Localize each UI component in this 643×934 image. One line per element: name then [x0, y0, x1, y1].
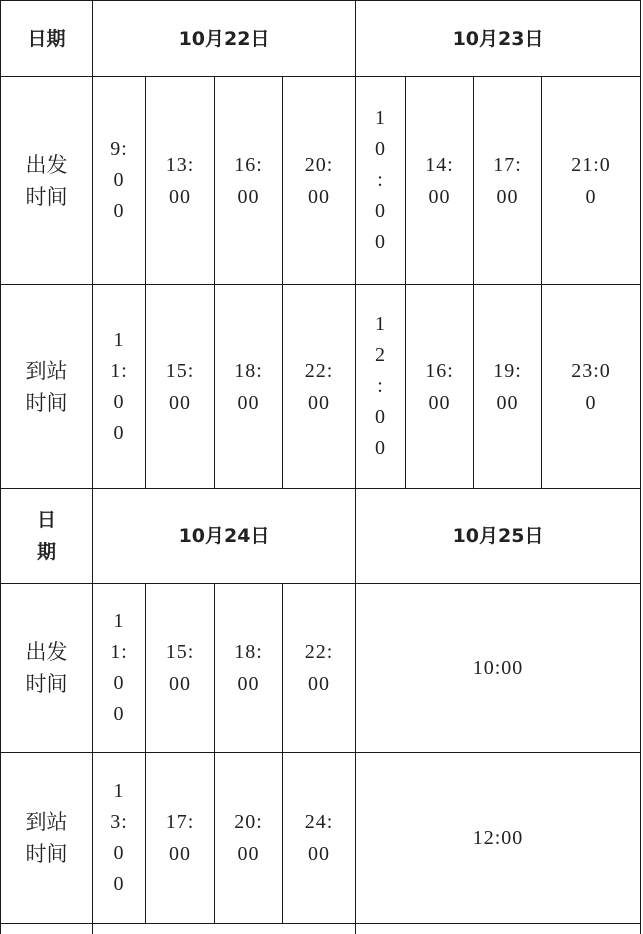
arrive-time: 24: 00: [283, 753, 356, 924]
table-continuation-row: [1, 924, 641, 934]
arrive-time: 20: 00: [215, 753, 283, 924]
arrive-time: 1 2 : 0 0: [356, 285, 406, 489]
cut-cell: [356, 924, 641, 934]
arrive-row-2: [1, 753, 641, 924]
depart-time: 1 1: 0 0: [93, 584, 146, 753]
arrive-time: 18: 00: [215, 285, 283, 489]
arrive-time: 1 3: 0 0: [93, 753, 146, 924]
arrive-time: 23:0 0: [542, 285, 641, 489]
depart-time: 16: 00: [215, 77, 283, 285]
arrive-label: 到站 时间: [1, 285, 93, 489]
depart-time-oct25: 10:00: [356, 584, 641, 753]
arrive-time: 19: 00: [474, 285, 542, 489]
arrive-time: 22: 00: [283, 285, 356, 489]
cut-cell: [93, 924, 356, 934]
date-header-oct23: 10月23日: [356, 1, 641, 77]
arrive-time: 17: 00: [146, 753, 215, 924]
date-header-oct25: 10月25日: [356, 489, 641, 584]
date-header-oct22: 10月22日: [93, 1, 356, 77]
arrive-time-oct25: 12:00: [356, 753, 641, 924]
cut-cell: [1, 924, 93, 934]
depart-time: 17: 00: [474, 77, 542, 285]
depart-time: 1 0 : 0 0: [356, 77, 406, 285]
arrive-label: 到站 时间: [1, 753, 93, 924]
arrive-time: 16: 00: [406, 285, 474, 489]
depart-time: 15: 00: [146, 584, 215, 753]
depart-row-2: [1, 584, 641, 753]
depart-row-1: [1, 77, 641, 285]
date-row-1: [1, 1, 641, 77]
depart-time: 13: 00: [146, 77, 215, 285]
arrive-time: 15: 00: [146, 285, 215, 489]
depart-time: 9: 0 0: [93, 77, 146, 285]
depart-time: 14: 00: [406, 77, 474, 285]
depart-label: 出发 时间: [1, 584, 93, 753]
date-label: 日 期: [1, 489, 93, 584]
depart-label: 出发 时间: [1, 77, 93, 285]
depart-time: 21:0 0: [542, 77, 641, 285]
depart-time: 20: 00: [283, 77, 356, 285]
depart-time: 18: 00: [215, 584, 283, 753]
depart-time: 22: 00: [283, 584, 356, 753]
date-header-oct24: 10月24日: [93, 489, 356, 584]
date-label: 日期: [1, 1, 93, 77]
date-row-2: [1, 489, 641, 584]
arrive-row-1: [1, 285, 641, 489]
arrive-time: 1 1: 0 0: [93, 285, 146, 489]
